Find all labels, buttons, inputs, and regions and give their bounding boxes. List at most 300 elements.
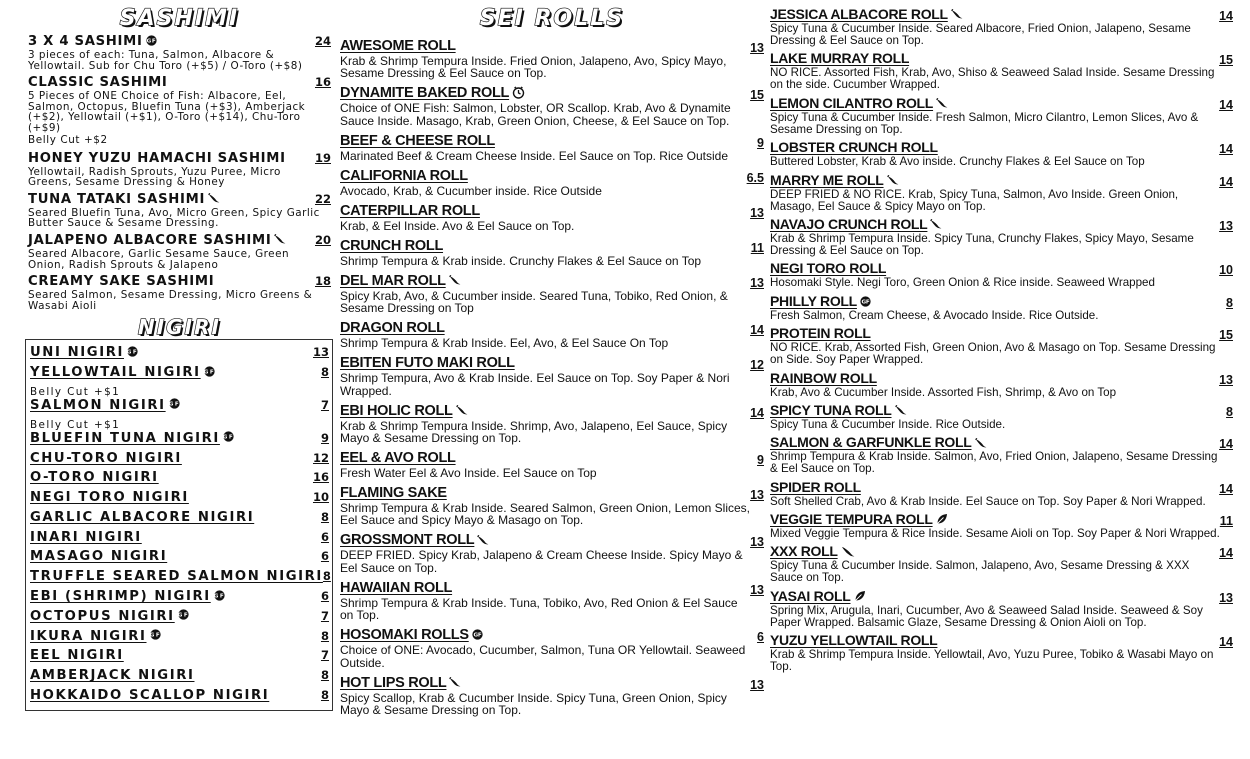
- roll-item: [340, 202, 764, 232]
- roll-item-header: [770, 588, 1233, 605]
- roll-item-name: [770, 402, 907, 419]
- roll-item-header: [770, 260, 1233, 277]
- nigiri-box: [25, 339, 333, 711]
- roll-item: [340, 626, 764, 669]
- rolls-list-1: [340, 37, 764, 716]
- roll-item-description: Krab & Shrimp Tempura Inside. Yellowtail, Avo, Yuzu Puree, Tobiko & Wasabi Mayo on Top.: [770, 648, 1214, 674]
- gluten-free-icon: [472, 629, 483, 640]
- roll-item-name: [770, 632, 937, 649]
- nigiri-item-name: [30, 627, 161, 647]
- roll-item-price: 10: [1219, 263, 1233, 278]
- roll-item-name-text: HOT LIPS ROLL: [340, 674, 447, 691]
- spicy-icon: [456, 405, 468, 415]
- nigiri-item-name-text: OCTOPUS NIGIRI: [30, 608, 175, 624]
- nigiri-item-name: [30, 686, 269, 706]
- roll-item-description: Shrimp Tempura & Krab Inside. Salmon, Avo, Fried Onion, Jalapeno, Sesame Dressing & Eel Sauce on Top.: [770, 450, 1218, 476]
- roll-item-name: [770, 479, 861, 496]
- roll-item: [770, 543, 1233, 584]
- roll-item-price: 13: [750, 582, 764, 597]
- spicy-icon: [208, 193, 220, 203]
- nigiri-item-name-text: TRUFFLE SEARED SALMON NIGIRI: [30, 569, 323, 585]
- gluten-free-icon: [178, 609, 189, 620]
- roll-item: [770, 434, 1233, 475]
- roll-item-name-text: SALMON & GARFUNKLE ROLL: [770, 434, 972, 451]
- roll-item-name: [340, 202, 480, 220]
- roll-item-description: Spicy Krab, Avo, & Cucumber inside. Seared Tuna, Tobiko, Red Onion, & Sesame Dressing on Top: [340, 288, 728, 316]
- nigiri-item-name-text: AMBERJACK NIGIRI: [30, 668, 195, 684]
- roll-item-price: 14: [1219, 437, 1233, 452]
- roll-item-header: [770, 216, 1233, 233]
- nigiri-item: [30, 627, 329, 647]
- sashimi-item-name: [28, 274, 214, 290]
- roll-item-description: NO RICE. Krab, Assorted Fish, Green Onion, Avo & Masago on Top. Sesame Dressing on Side. Soy Paper Wrapped.: [770, 341, 1216, 367]
- roll-item-header: [770, 293, 1233, 310]
- roll-item-price: 13: [750, 205, 764, 220]
- roll-item: [770, 588, 1233, 629]
- roll-item-name-text: HOSOMAKI ROLLS: [340, 627, 469, 644]
- nigiri-item: [30, 488, 329, 508]
- spicy-icon: [895, 405, 907, 415]
- sashimi-item-header: [28, 274, 331, 290]
- nigiri-item-price: 8: [320, 365, 329, 380]
- spicy-icon: [274, 234, 286, 244]
- roll-item-name: [770, 293, 871, 310]
- nigiri-item-price: 8: [320, 628, 329, 643]
- roll-item-name-text: CATERPILLAR ROLL: [340, 202, 480, 219]
- nigiri-item-name-text: GARLIC ALBACORE NIGIRI: [30, 509, 255, 525]
- sashimi-list: [28, 34, 331, 311]
- roll-item-name-text: LOBSTER CRUNCH ROLL: [770, 139, 938, 156]
- roll-item-description: Mixed Veggie Tempura & Rice Inside. Sesame Aioli on Top. Soy Paper & Nori Wrapped.: [770, 527, 1220, 541]
- roll-item-name-text: EBI HOLIC ROLL: [340, 402, 453, 419]
- roll-item-description: Shrimp Tempura, Avo & Krab Inside. Eel Sauce on Top. Soy Paper & Nori Wrapped.: [340, 371, 730, 398]
- spicy-icon: [951, 9, 963, 19]
- nigiri-item-name: [30, 646, 124, 666]
- roll-item-description: Spicy Tuna & Cucumber Inside. Salmon, Jalapeno, Avo, Sesame Dressing & XXX Sauce on Top.: [770, 559, 1190, 585]
- nigiri-item-name: [30, 396, 180, 416]
- svg-text:GF: GF: [168, 402, 180, 409]
- roll-item-header: [340, 319, 764, 337]
- roll-item: [340, 354, 764, 397]
- middle-column: [340, 6, 764, 721]
- nigiri-item-note: Belly Cut +$1: [30, 418, 121, 431]
- roll-item-header: [340, 626, 764, 644]
- roll-item-header: [340, 202, 764, 220]
- svg-text:GF: GF: [203, 369, 215, 376]
- nigiri-item-name-text: YELLOWTAIL NIGIRI: [30, 365, 201, 381]
- roll-item-name: [340, 237, 443, 255]
- roll-item-name: [340, 319, 445, 337]
- roll-item-header: [340, 167, 764, 185]
- nigiri-item-price: 16: [312, 470, 329, 485]
- nigiri-item: [30, 343, 329, 363]
- svg-text:GF: GF: [861, 299, 870, 306]
- roll-item-price: 14: [1219, 142, 1233, 157]
- nigiri-item-price: 8: [320, 509, 329, 524]
- roll-item-name: [770, 172, 899, 189]
- nigiri-item: [30, 686, 329, 706]
- nigiri-item: [30, 429, 329, 449]
- svg-text:GF: GF: [222, 434, 234, 441]
- roll-item-header: [770, 434, 1233, 451]
- roll-item-price: 12: [750, 358, 764, 373]
- roll-item-name: [340, 84, 525, 102]
- roll-item-name-text: YUZU YELLOWTAIL ROLL: [770, 632, 938, 649]
- roll-item-description: Marinated Beef & Cream Cheese Inside. Eel Sauce on Top. Rice Outside: [340, 148, 728, 163]
- roll-item-description: Krab, Avo & Cucumber Inside. Assorted Fish, Shrimp, & Avo on Top: [770, 385, 1117, 399]
- roll-item-name: [340, 272, 461, 290]
- roll-item-description: Shrimp Tempura & Krab Inside. Seared Salmon, Green Onion, Lemon Slices, Eel Sauce and Spicy Mayo & Masago on Top.: [340, 501, 750, 528]
- sashimi-item-header: [28, 151, 331, 167]
- roll-item: [770, 260, 1233, 289]
- double-spicy-icon: [841, 546, 855, 557]
- sashimi-item-name-text: JALAPENO ALBACORE SASHIMI: [28, 232, 272, 248]
- roll-item: [340, 674, 764, 717]
- svg-text:GF: GF: [126, 349, 138, 356]
- nigiri-item-price: 7: [320, 397, 329, 412]
- roll-item-description: Soft Shelled Crab, Avo & Krab Inside. Eel Sauce on Top. Soy Paper & Nori Wrapped.: [770, 494, 1206, 508]
- roll-item-header: [770, 6, 1233, 23]
- nigiri-section-title: NIGIRI: [138, 315, 221, 340]
- nigiri-item-price: 7: [320, 608, 329, 623]
- sashimi-item-name-text: CREAMY SAKE SASHIMI: [28, 274, 215, 290]
- roll-item-name: [340, 531, 489, 549]
- roll-item-header: [770, 479, 1233, 496]
- roll-item: [340, 531, 764, 574]
- svg-text:GF: GF: [473, 632, 482, 639]
- roll-item-price: 14: [750, 405, 764, 420]
- nigiri-item-price: 8: [320, 668, 329, 683]
- roll-item-name-text: LAKE MURRAY ROLL: [770, 50, 910, 67]
- roll-item-name-text: EEL & AVO ROLL: [340, 450, 456, 467]
- roll-item-header: [770, 172, 1233, 189]
- roll-item: [770, 325, 1233, 366]
- roll-item-description: DEEP FRIED. Spicy Krab, Jalapeno & Cream Cheese Inside. Spicy Mayo & Eel Sauce on Top.: [340, 548, 743, 575]
- roll-item-description: Spicy Tuna & Cucumber Inside. Seared Albacore, Fried Onion, Jalapeno, Sesame Dressing & Eel Sauce on Top.: [770, 22, 1191, 47]
- roll-item: [770, 95, 1233, 136]
- roll-item-name-text: PROTEIN ROLL: [770, 325, 871, 342]
- roll-item-name: [770, 139, 938, 156]
- sashimi-item-name-text: 3 X 4 SASHIMI: [28, 34, 143, 49]
- nigiri-item-price: 7: [320, 648, 329, 663]
- roll-item-price: 13: [1219, 372, 1233, 387]
- roll-item-name: [770, 95, 948, 112]
- sashimi-item-name: [28, 233, 286, 249]
- nigiri-item-name: [30, 666, 194, 686]
- leaf-icon: [854, 590, 866, 602]
- nigiri-item-name: [30, 429, 234, 449]
- roll-item-price: 6: [757, 630, 764, 645]
- sashimi-item-description: Seared Salmon, Sesame Dressing, Micro Greens & Wasabi Aioli: [28, 289, 313, 312]
- roll-item-name: [770, 325, 871, 342]
- nigiri-item: [30, 666, 329, 686]
- roll-item-header: [340, 37, 764, 55]
- spicy-icon: [975, 438, 987, 448]
- spicy-icon: [449, 677, 461, 687]
- roll-item-name-text: BEEF & CHEESE ROLL: [340, 132, 495, 149]
- svg-text:GF: GF: [213, 593, 225, 600]
- roll-item: [770, 216, 1233, 257]
- roll-item-header: [340, 237, 764, 255]
- roll-item-description: Shrimp Tempura & Krab inside. Crunchy Flakes & Eel Sauce on Top: [340, 253, 702, 268]
- roll-item-description: Krab & Shrimp Tempura Inside. Fried Onion, Jalapeno, Avo, Spicy Mayo, Sesame Dressing & Eel Sauce on Top.: [340, 54, 727, 81]
- roll-item: [770, 479, 1233, 508]
- spicy-icon: [449, 275, 461, 285]
- roll-item-description: Choice of ONE: Avocado, Cucumber, Salmon, Tuna OR Yellowtail. Seaweed Outside.: [340, 643, 746, 670]
- roll-item-name-text: DEL MAR ROLL: [340, 272, 446, 289]
- roll-item: [770, 370, 1233, 399]
- roll-item-description: Krab, & Eel Inside. Avo & Eel Sauce on Top.: [340, 218, 575, 233]
- nigiri-item: [30, 508, 329, 528]
- nigiri-item: [30, 396, 329, 416]
- right-column: [770, 6, 1233, 677]
- roll-item-name-text: CRUNCH ROLL: [340, 237, 444, 254]
- roll-item: [340, 37, 764, 80]
- roll-item: [340, 402, 764, 445]
- spicy-icon: [930, 219, 942, 229]
- nigiri-item-price: 12: [312, 450, 329, 465]
- roll-item-name: [770, 50, 909, 67]
- roll-item-header: [340, 449, 764, 467]
- roll-item-name-text: NAVAJO CRUNCH ROLL: [770, 215, 928, 232]
- sashimi-item-description: Seared Bluefin Tuna, Avo, Micro Green, Spicy Garlic Butter Sauce & Sesame Dressing.: [28, 206, 320, 230]
- roll-item-price: 13: [750, 677, 764, 692]
- nigiri-item-name-text: MASAGO NIGIRI: [30, 549, 168, 565]
- gluten-free-icon: [860, 296, 871, 307]
- roll-item: [340, 449, 764, 479]
- roll-item-name-text: AWESOME ROLL: [340, 38, 456, 54]
- roll-item: [770, 6, 1233, 47]
- roll-item-name: [770, 370, 877, 387]
- roll-item: [770, 402, 1233, 431]
- nigiri-item-price: 13: [312, 345, 329, 360]
- sashimi-item-price: 22: [314, 191, 331, 206]
- sashimi-item-header: [28, 192, 331, 208]
- roll-item-description: Fresh Salmon, Cream Cheese, & Avocado Inside. Rice Outside.: [770, 308, 1099, 322]
- roll-item-description: NO RICE. Assorted Fish, Krab, Avo, Shiso & Seaweed Salad Inside. Sesame Dressing on the side. Cucumber Wrapped.: [770, 66, 1215, 92]
- roll-item-name-text: DRAGON ROLL: [340, 320, 445, 337]
- roll-item-price: 14: [750, 323, 764, 338]
- sashimi-item-price: 24: [314, 34, 331, 48]
- nigiri-item-price: 6: [320, 589, 329, 604]
- svg-text:GF: GF: [146, 38, 156, 45]
- roll-item-description: Spicy Tuna & Cucumber Inside. Fresh Salmon, Micro Cilantro, Lemon Slices, Avo & Sesame Dressing on Top.: [770, 110, 1199, 136]
- roll-item-name-text: HAWAIIAN ROLL: [340, 579, 453, 596]
- nigiri-item-name: [30, 587, 225, 607]
- nigiri-item-name-text: EBI (SHRIMP) NIGIRI: [30, 589, 211, 605]
- roll-item-price: 13: [750, 275, 764, 290]
- roll-item: [770, 632, 1233, 673]
- roll-item-price: 8: [1226, 404, 1233, 419]
- sashimi-item-price: 16: [314, 75, 331, 90]
- roll-item: [340, 167, 764, 197]
- nigiri-item: [30, 607, 329, 627]
- nigiri-item-name: [30, 508, 254, 528]
- roll-item-price: 15: [1219, 53, 1233, 68]
- nigiri-item-name: [30, 528, 142, 548]
- sashimi-item-header: [28, 75, 331, 91]
- nigiri-item-name-text: UNI NIGIRI: [30, 345, 124, 361]
- nigiri-item-name-text: IKURA NIGIRI: [30, 628, 147, 644]
- svg-text:GF: GF: [177, 613, 189, 620]
- roll-item-header: [340, 531, 764, 549]
- nigiri-item-name: [30, 468, 159, 488]
- roll-item-name-text: MARRY ME ROLL: [770, 171, 884, 188]
- svg-text:GF: GF: [149, 632, 161, 639]
- nigiri-item-name-text: CHU-TORO NIGIRI: [30, 450, 182, 466]
- spicy-icon: [936, 98, 948, 108]
- nigiri-item-price: 8: [322, 569, 331, 584]
- roll-item-name: [340, 484, 447, 502]
- left-column: [28, 6, 331, 711]
- roll-item-price: 8: [1226, 295, 1233, 310]
- gluten-free-icon: [169, 398, 180, 409]
- roll-item-name: [770, 511, 948, 528]
- sashimi-item-description: 3 pieces of each: Tuna, Salmon, Albacore & Yellowtail. Sub for Chu Toro (+$5) / O-Toro (+$8): [28, 49, 303, 72]
- roll-item-price: 14: [1219, 9, 1233, 23]
- nigiri-item-price: 8: [320, 688, 329, 703]
- roll-item-name: [770, 434, 987, 451]
- sashimi-item-note: Belly Cut +$2: [28, 133, 108, 146]
- nigiri-item-name: [30, 449, 182, 469]
- nigiri-item-name: [30, 567, 323, 587]
- roll-item-description: Shrimp Tempura & Krab Inside. Eel, Avo, & Eel Sauce On Top: [340, 336, 669, 351]
- baked-icon: [512, 86, 525, 99]
- rolls-list-2: [770, 6, 1233, 673]
- nigiri-item-price: 6: [320, 549, 329, 564]
- nigiri-item: [30, 528, 329, 548]
- roll-item-price: 6.5: [746, 170, 764, 185]
- roll-item-price: 11: [750, 240, 764, 255]
- roll-item: [340, 319, 764, 349]
- roll-item-header: [770, 511, 1233, 528]
- roll-item-description: Spicy Tuna & Cucumber Inside. Rice Outside.: [770, 417, 1006, 431]
- nigiri-item: [30, 587, 329, 607]
- sashimi-item: [28, 75, 331, 146]
- roll-item-header: [340, 402, 764, 420]
- nigiri-item-price: 9: [320, 430, 329, 445]
- gluten-free-icon: [146, 35, 157, 46]
- roll-item-price: 9: [757, 135, 764, 150]
- roll-item-price: 15: [1219, 328, 1233, 343]
- roll-item-price: 14: [1219, 546, 1233, 561]
- sashimi-item-price: 19: [314, 150, 331, 165]
- roll-item-description: Avocado, Krab, & Cucumber inside. Rice Outside: [340, 183, 602, 198]
- roll-item-header: [340, 84, 764, 102]
- roll-item-header: [340, 132, 764, 150]
- sashimi-item-name-text: TUNA TATAKI SASHIMI: [28, 191, 206, 207]
- sashimi-item-description: 5 Pieces of ONE Choice of Fish: Albacore, Eel, Salmon, Octopus, Bluefin Tuna (+$3), Amberjack (+$2), Yellowtail (+$1), O-Toro (+$14), Chu-Toro (+$9): [28, 90, 306, 134]
- roll-item-name: [340, 449, 456, 467]
- roll-item-name-text: CALIFORNIA ROLL: [340, 167, 468, 184]
- roll-item-price: 11: [1219, 514, 1233, 529]
- roll-item-header: [340, 674, 764, 692]
- roll-item-price: 13: [1219, 218, 1233, 233]
- nigiri-item-name-text: SALMON NIGIRI: [30, 397, 166, 413]
- sashimi-item: [28, 233, 331, 270]
- roll-item: [340, 84, 764, 127]
- roll-item-price: 14: [1219, 97, 1233, 112]
- spicy-icon: [887, 175, 899, 185]
- roll-item-name: [340, 132, 495, 150]
- roll-item-header: [770, 632, 1233, 649]
- roll-item-name-text: YASAI ROLL: [770, 587, 851, 604]
- roll-item-name: [340, 354, 515, 372]
- roll-item-name: [770, 260, 886, 277]
- nigiri-item-price: 6: [320, 529, 329, 544]
- roll-item-header: [340, 579, 764, 597]
- roll-item-name-text: VEGGIE TEMPURA ROLL: [770, 511, 933, 528]
- gluten-free-icon: [204, 366, 215, 377]
- roll-item-header: [770, 402, 1233, 419]
- sashimi-item-header: [28, 233, 331, 249]
- sashimi-item-header: [28, 34, 331, 50]
- nigiri-item: [30, 363, 329, 383]
- nigiri-item-name-text: NEGI TORO NIGIRI: [30, 490, 189, 506]
- nigiri-item-name-text: BLUEFIN TUNA NIGIRI: [30, 430, 220, 446]
- roll-item-name-text: SPICY TUNA ROLL: [770, 401, 892, 418]
- roll-item: [340, 272, 764, 315]
- nigiri-item-name: [30, 547, 167, 567]
- nigiri-item-name: [30, 343, 138, 363]
- roll-item: [770, 50, 1233, 91]
- roll-item: [340, 237, 764, 267]
- roll-item-description: Spicy Scallop, Krab & Cucumber Inside. Spicy Tuna, Green Onion, Spicy Mayo & Sesame Dressing on Top.: [340, 690, 727, 718]
- sashimi-item-name: [28, 151, 286, 167]
- spicy-icon: [477, 535, 489, 545]
- nigiri-item: [30, 567, 329, 587]
- roll-item-name-text: FLAMING SAKE: [340, 485, 447, 502]
- roll-item-name-text: EBITEN FUTO MAKI ROLL: [340, 355, 515, 372]
- nigiri-item-note: Belly Cut +$1: [30, 385, 121, 398]
- nigiri-item: [30, 547, 329, 567]
- roll-item-description: Spring Mix, Arugula, Inari, Cucumber, Avo & Seaweed Salad Inside. Seaweed & Soy Paper Wrapped. Balsamic Glaze, Sesame Dressing & Onion Aioli on Top.: [770, 603, 1203, 629]
- rolls-section-title: SEI ROLLS: [479, 6, 625, 31]
- roll-item-description: Krab & Shrimp Tempura Inside. Spicy Tuna, Crunchy Flakes, Spicy Mayo, Sesame Dressing & Eel Sauce on Top.: [770, 231, 1194, 257]
- roll-item-price: 14: [1219, 174, 1233, 189]
- roll-item: [340, 132, 764, 162]
- sashimi-item-description: Seared Albacore, Garlic Sesame Sauce, Green Onion, Radish Sprouts & Jalapeno: [28, 247, 290, 271]
- sashimi-item: [28, 192, 331, 229]
- sashimi-item-price: 20: [314, 232, 331, 247]
- roll-item-price: 15: [750, 88, 764, 103]
- roll-item-price: 14: [1219, 481, 1233, 496]
- roll-item: [770, 293, 1233, 322]
- roll-item-description: Shrimp Tempura & Krab Inside. Tuna, Tobiko, Avo, Red Onion & Eel Sauce on Top.: [340, 595, 738, 623]
- roll-item-header: [770, 370, 1233, 387]
- roll-item-price: 9: [757, 453, 764, 468]
- gluten-free-icon: [150, 629, 161, 640]
- roll-item-description: Hosomaki Style. Negi Toro, Green Onion & Rice inside. Seaweed Wrapped: [770, 276, 1155, 290]
- roll-item-name: [340, 626, 483, 644]
- roll-item-description: Fresh Water Eel & Avo Inside. Eel Sauce on Top: [340, 466, 597, 481]
- nigiri-item-name: [30, 488, 189, 508]
- nigiri-item-price: 10: [312, 490, 329, 505]
- roll-item-name-text: SPIDER ROLL: [770, 478, 861, 495]
- roll-item-header: [770, 325, 1233, 342]
- roll-item-name-text: GROSSMONT ROLL: [340, 532, 475, 549]
- sashimi-item: [28, 274, 331, 311]
- gluten-free-icon: [127, 346, 138, 357]
- roll-item-header: [770, 50, 1233, 67]
- sashimi-section-title: SASHIMI: [119, 6, 240, 31]
- sashimi-item-name-text: HONEY YUZU HAMACHI SASHIMI: [28, 150, 286, 166]
- nigiri-item: [30, 646, 329, 666]
- nigiri-item-name: [30, 363, 215, 383]
- roll-item: [340, 484, 764, 527]
- sashimi-item-description: Yellowtail, Radish Sprouts, Yuzu Puree, Micro Greens, Sesame Dressing & Honey: [28, 165, 281, 189]
- roll-item-name-text: LEMON CILANTRO ROLL: [770, 94, 934, 111]
